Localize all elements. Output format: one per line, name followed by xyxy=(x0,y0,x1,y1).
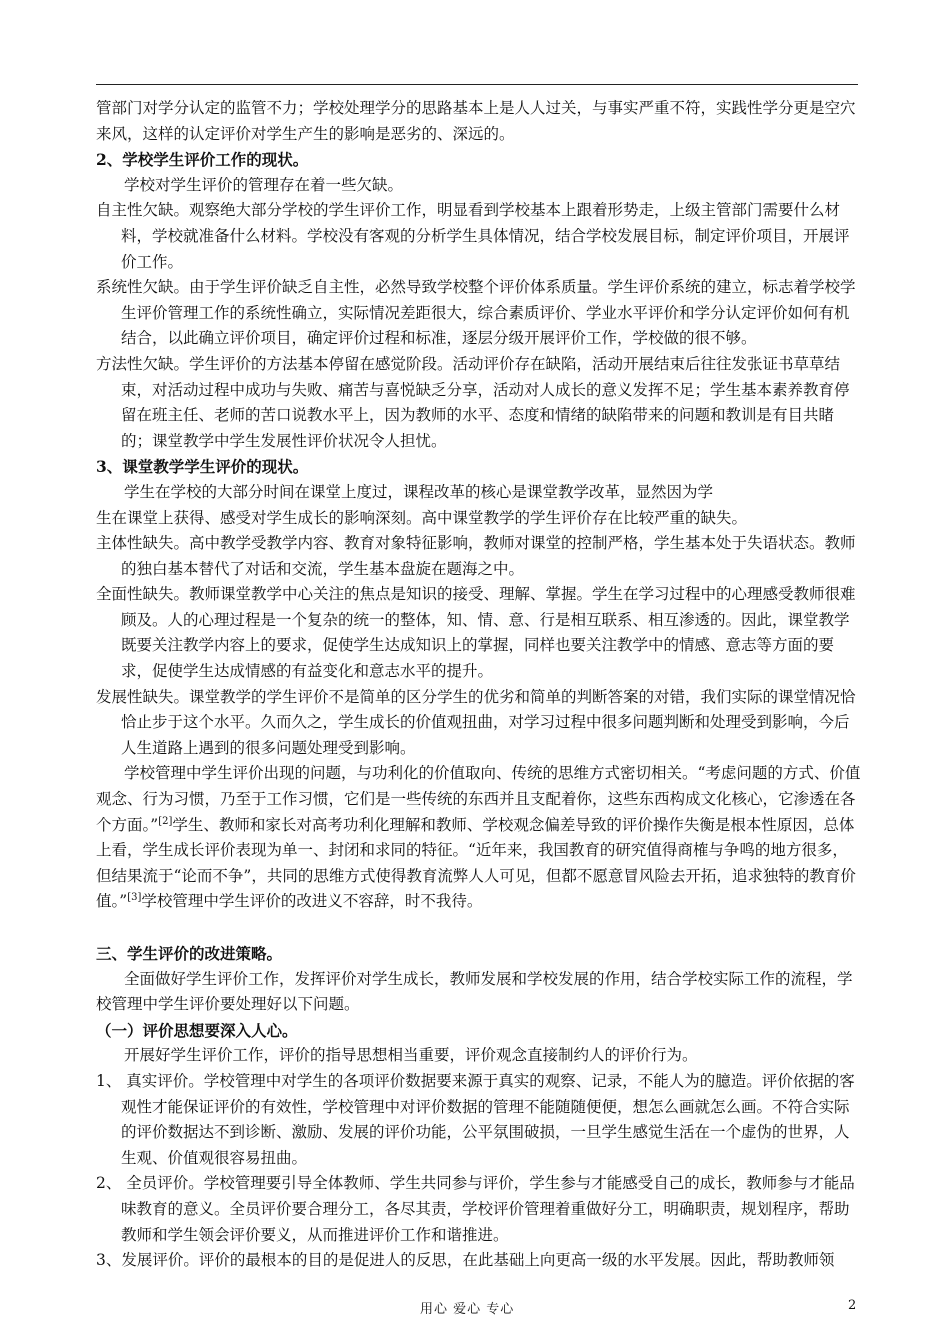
paragraph: 学校对学生评价的管理存在着一些欠缺。 xyxy=(124,175,404,194)
paragraph: 开展好学生评价工作，评价的指导思想相当重要，评价观念直接制约人的评价行为。 xyxy=(124,1046,698,1065)
footer-motto: 用心 爱心 专心 xyxy=(420,1302,515,1317)
paragraph: 发展性缺失。课堂教学的学生评价不是简单的区分学生的优劣和简单的判断答案的对错，我们实际的课堂情况恰恰止步于这个水平。久而久之，学生成长的价值观扭曲，对学习过程中很多问题判断和处理受到影响，今后人生道路上遇到的很多问题处理受到影响。 xyxy=(96,687,856,757)
paragraph: 全面性缺失。教师课堂教学中心关注的焦点是知识的接受、理解、掌握。学生在学习过程中的心理感受教师很难顾及。人的心理过程是一个复杂的统一的整体，知、情、意、行是相互联系、相互渗透的。因此，课堂教学既要关注教学内容上的要求，促使学生达成知识上的掌握，同样也要关注教学中的情感、意志等方面的要求，促使学生达成情感的有益变化和意志水平的提升。 xyxy=(96,585,856,681)
paragraph: 方法性欠缺。学生评价的方法基本停留在感觉阶段。活动评价存在缺陷，活动开展结束后往往发张证书草草结束，对活动过程中成功与失败、痛苦与喜悦缺乏分享，活动对人成长的意义发挥不足；学生基本素养教育停留在班主任、老师的苦口说教水平上，因为教师的水平、态度和情绪的缺陷带来的问题和教训是有目共睹的；课堂教学中学生发展性评价状况令人担忧。 xyxy=(96,354,850,450)
paragraph: 2、 全员评价。学校管理要引导全体教师、学生共同参与评价，学生参与才能感受自己的成长，教师参与才能品味教育的意义。全员评价要合理分工，各尽其责，学校评价管理着重做好分工，明确职责，规划程序，帮助教师和学生领会评价要义，从而推进评价工作和谐推进。 xyxy=(96,1174,855,1244)
paragraph: 学校管理中学生评价出现的问题，与功利化的价值取向、传统的思维方式密切相关。“考虑问题的方式、价值观念、行为习惯，乃至于工作习惯，它们是一些传统的东西并且支配着你，这些东西构成文化核心，它渗透在各个方面。”[2]学生、教师和家长对高考功利化理解和教师、学校观念偏差导致的评价操作失衡是根本性原因，总体上看，学生成长评价表现为单一、封闭和求同的特征。“近年来，我国教育的研究值得商榷与争鸣的地方很多，但结果流于“论而不争”，共同的思维方式使得教育流弊人人可见，但都不愿意冒风险去开拓，追求独特的教育价值。”[3]学校管理中学生评价的改进义不容辞，时不我待。 xyxy=(96,764,861,911)
document-body xyxy=(96,96,862,1274)
paragraph: 自主性欠缺。观察绝大部分学校的学生评价工作，明显看到学校基本上跟着形势走，上级主管部门需要什么材料，学校就准备什么材料。学校没有客观的分析学生具体情况，结合学校发展目标，制定评价项目，开展评价工作。 xyxy=(96,201,850,271)
section-heading: （一）评价思想要深入人心。 xyxy=(96,1020,298,1040)
citation-marker: [2] xyxy=(158,815,173,827)
paragraph: 学生在学校的大部分时间在课堂上度过，课程改革的核心是课堂教学改革，显然因为学 xyxy=(124,482,714,501)
citation-marker: [3] xyxy=(127,892,142,904)
section-heading: 3、课堂教学学生评价的现状。 xyxy=(96,457,309,477)
section-heading: 三、学生评价的改进策略。 xyxy=(96,944,283,963)
paragraph: 全面做好学生评价工作，发挥评价对学生成长，教师发展和学校发展的作用，结合学校实际工作的流程，学校管理中学生评价要处理好以下问题。 xyxy=(96,969,853,1014)
paragraph: 管部门对学分认定的监管不力；学校处理学分的思路基本上是人人过关，与事实严重不符，实践性学分更是空穴来风，这样的认定评价对学生产生的影响是恶劣的、深远的。 xyxy=(96,99,856,143)
section-heading: 2、学校学生评价工作的现状。 xyxy=(96,150,309,170)
header-rule xyxy=(96,84,858,85)
page-number: 2 xyxy=(848,1298,857,1313)
paragraph-gap xyxy=(96,915,862,941)
paragraph: 3、发展评价。评价的最根本的目的是促进人的反思，在此基础上向更高一级的水平发展。因此，帮助教师领 xyxy=(96,1251,835,1270)
paragraph: 1、 真实评价。学校管理中对学生的各项评价数据要来源于真实的观察、记录，不能人为的臆造。评价依据的客观性才能保证评价的有效性，学校管理中对评价数据的管理不能随随便便，想怎么画就怎么画。不符合实际的评价数据达不到诊断、激励、发展的评价功能，公平氛围破损，一旦学生感觉生活在一个虚伪的世界，人生观、价值观很容易扭曲。 xyxy=(96,1071,855,1167)
paragraph: 系统性欠缺。由于学生评价缺乏自主性，必然导致学校整个评价体系质量。学生评价系统的建立，标志着学校学生评价管理工作的系统性确立，实际情况差距很大，综合素质评价、学业水平评价和学分认定评价如何有机结合，以此确立评价项目，确定评价过程和标准，逐层分级开展评价工作，学校做的很不够。 xyxy=(96,278,856,348)
paragraph: 生在课堂上获得、感受对学生成长的影响深刻。高中课堂教学的学生评价存在比较严重的缺失。 xyxy=(96,508,748,527)
paragraph: 主体性缺失。高中教学受教学内容、教育对象特征影响，教师对课堂的控制严格，学生基本处于失语状态。教师的独白基本替代了对话和交流，学生基本盘旋在题海之中。 xyxy=(96,534,856,578)
